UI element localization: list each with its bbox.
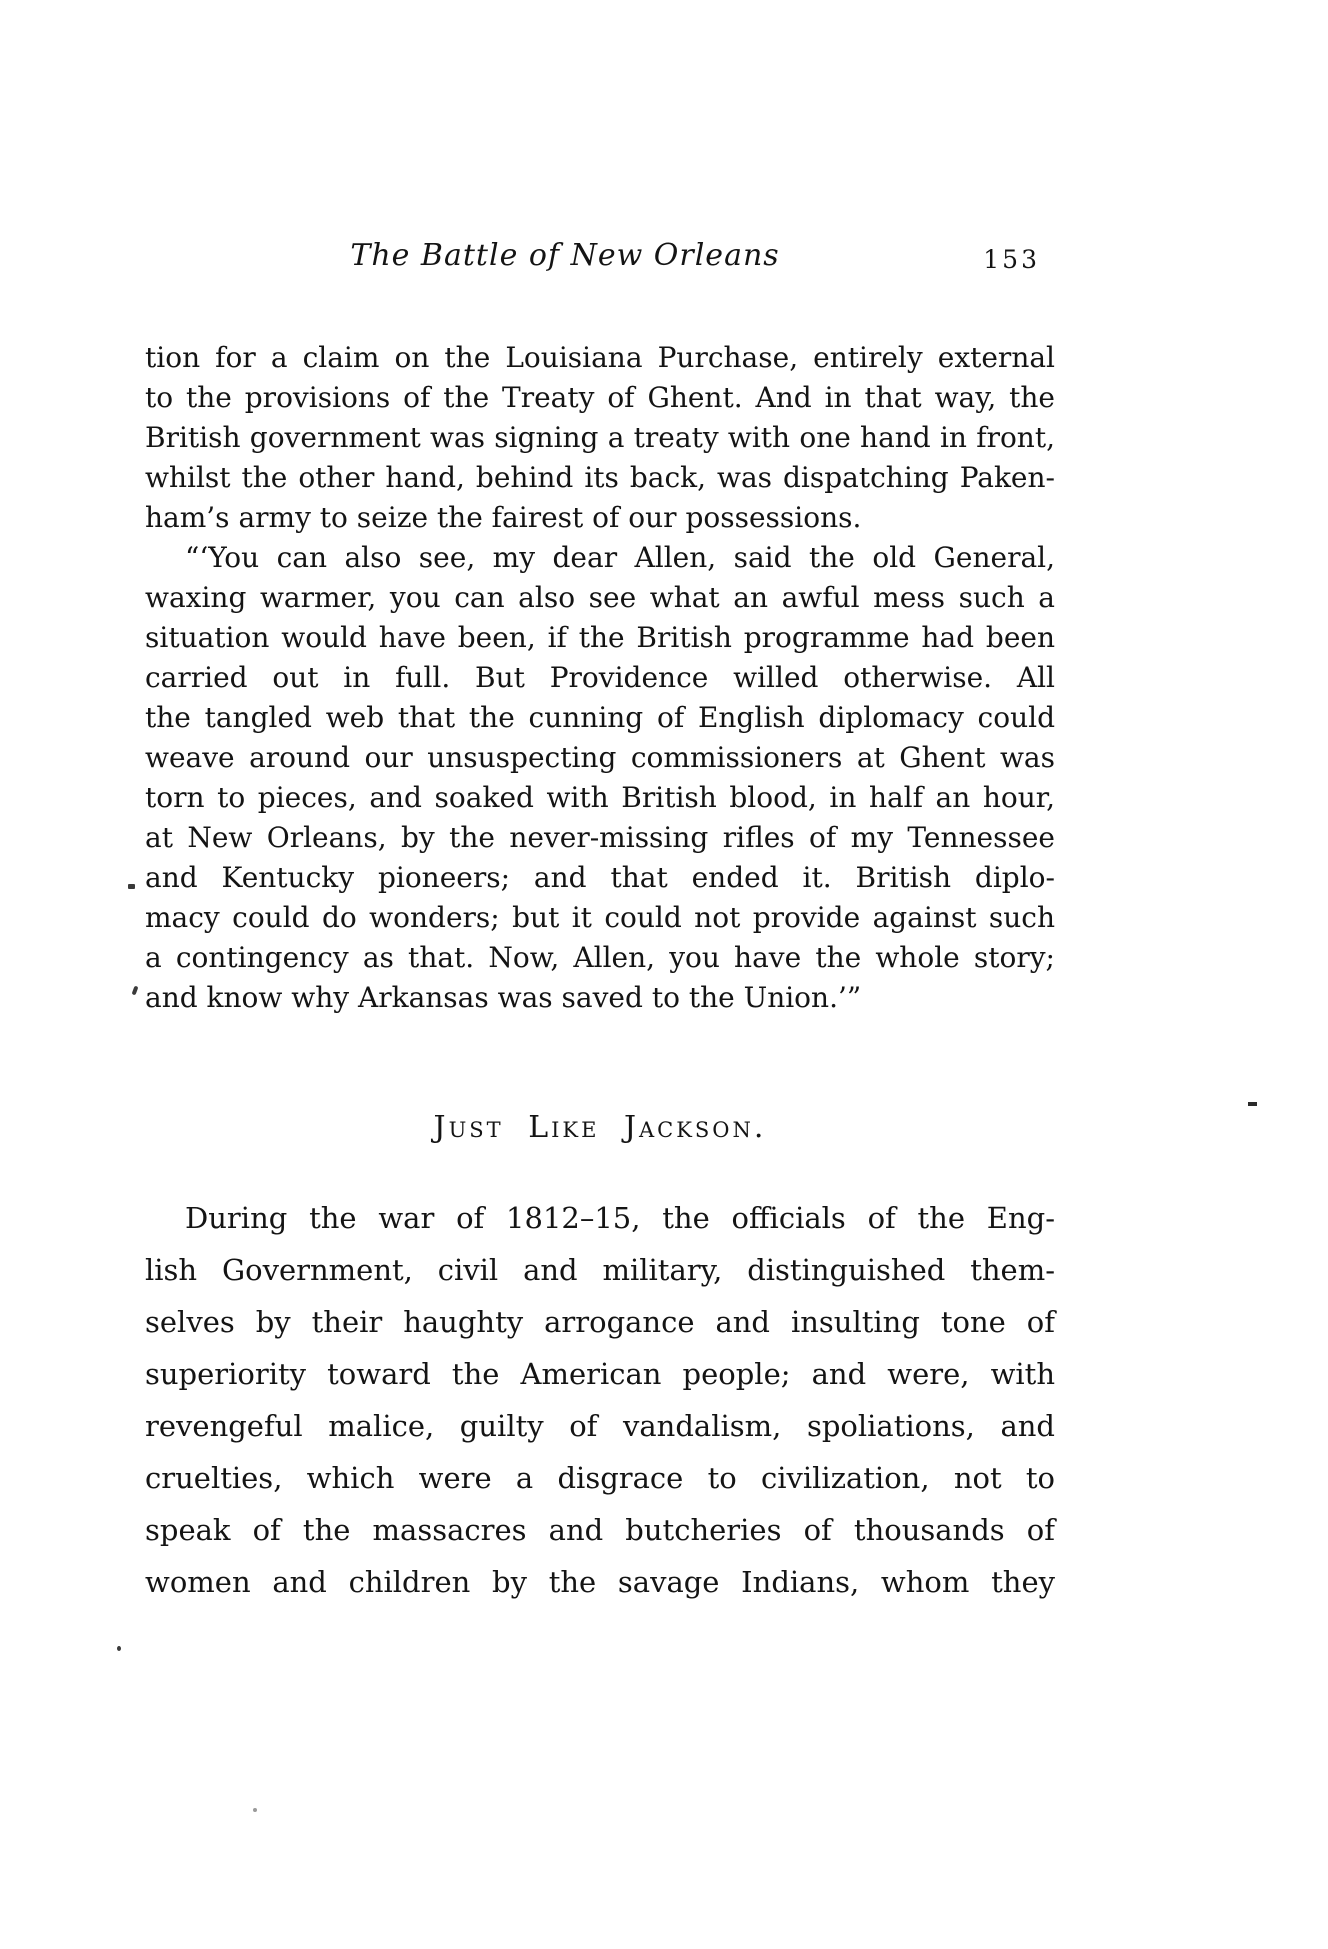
text-line: speak of the massacres and butcheries of thousands of	[145, 1513, 1055, 1547]
text-line: waxing warmer, you can also see what an awful mess such a	[145, 581, 1055, 614]
scan-speck	[117, 1646, 121, 1651]
text-line: tion for a claim on the Louisiana Purchase, entirely external	[145, 341, 1055, 374]
text-line: women and children by the savage Indians, whom they	[145, 1565, 1055, 1599]
text-line: macy could do wonders; but it could not provide against such	[145, 901, 1055, 934]
text-line: “‘You can also see, my dear Allen, said the old General,	[185, 541, 1055, 574]
text-line: torn to pieces, and soaked with British blood, in half an hour,	[145, 781, 1055, 814]
text-line: superiority toward the American people; and were, with	[145, 1357, 1055, 1391]
text-column	[145, 338, 1055, 1608]
text-line: the tangled web that the cunning of English diplomacy could	[145, 701, 1055, 734]
text-line: situation would have been, if the British programme had been	[145, 621, 1055, 654]
running-title: The Battle of New Orleans	[350, 238, 780, 273]
scan-speck	[1248, 1102, 1257, 1106]
text-line: whilst the other hand, behind its back, was dispatching Paken-	[145, 461, 1055, 494]
text-line: lish Government, civil and military, distinguished them-	[145, 1253, 1055, 1287]
page-header	[145, 238, 1055, 282]
scan-speck	[253, 1808, 257, 1812]
text-line: During the war of 1812–15, the officials of the Eng-	[185, 1201, 1055, 1235]
text-line: carried out in full. But Providence willed otherwise. All	[145, 661, 1055, 694]
text-line: weave around our unsuspecting commissioners at Ghent was	[145, 741, 1055, 774]
text-line: a contingency as that. Now, Allen, you have the whole story;	[145, 941, 1055, 974]
paragraph-quote	[145, 538, 1055, 1018]
text-line: and know why Arkansas was saved to the Union.’”	[145, 981, 862, 1014]
text-line: revengeful malice, guilty of vandalism, spoliations, and	[145, 1409, 1055, 1443]
page-number: 153	[983, 245, 1040, 274]
text-line: ham’s army to seize the fairest of our possessions.	[145, 501, 862, 534]
text-line: British government was signing a treaty with one hand in front,	[145, 421, 1055, 454]
paragraph-continuation	[145, 338, 1055, 538]
text-line: cruelties, which were a disgrace to civilization, not to	[145, 1461, 1055, 1495]
text-line: to the provisions of the Treaty of Ghent. And in that way, the	[145, 381, 1055, 414]
scan-speck	[128, 884, 135, 889]
text-line: and Kentucky pioneers; and that ended it. British diplo-	[145, 861, 1055, 894]
text-line: at New Orleans, by the never-missing rifles of my Tennessee	[145, 821, 1055, 854]
paragraph-just-like-jackson	[145, 1192, 1055, 1608]
section-heading: Just Like Jackson.	[433, 1110, 767, 1145]
text-line: selves by their haughty arrogance and insulting tone of	[145, 1305, 1055, 1339]
scan-speck	[132, 986, 139, 996]
